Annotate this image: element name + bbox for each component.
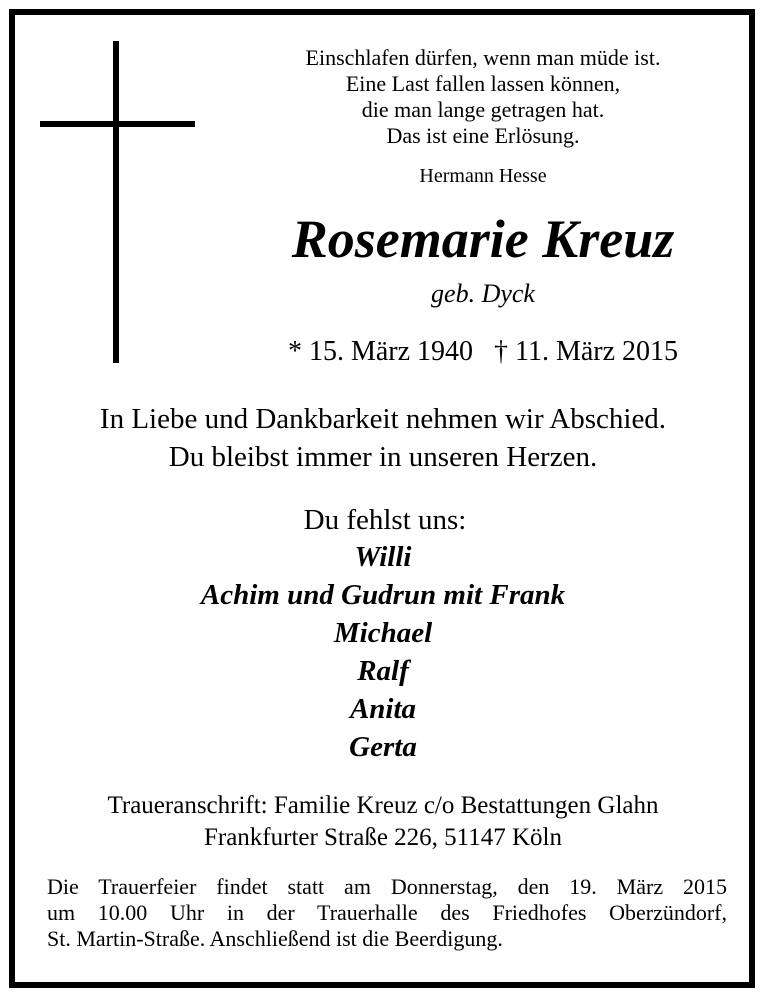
address-line: Frankfurter Straße 226, 51147 Köln — [203, 824, 563, 851]
life-dates: * 15. März 1940 † 11. März 2015 — [287, 336, 679, 367]
mourning-address — [0, 790, 766, 854]
address-line: Traueranschrift: Familie Kreuz c/o Bestattungen Glahn — [107, 792, 659, 819]
cross-vertical-bar — [113, 41, 119, 363]
farewell-line: Du bleibst immer in unseren Herzen. — [168, 441, 598, 473]
cross-horizontal-bar — [40, 121, 195, 127]
poem-author: Hermann Hesse — [419, 165, 547, 187]
mourners-label: Du fehlst uns: — [303, 504, 467, 536]
mourner-name: Michael — [333, 617, 433, 649]
mourner-name: Ralf — [357, 655, 409, 687]
poem-line: Eine Last fallen lassen können, — [345, 71, 621, 96]
mourners-list — [0, 538, 766, 766]
poem-line: die man lange getragen hat. — [361, 97, 605, 122]
funeral-service-info — [47, 874, 727, 952]
ceremony-line: um 10.00 Uhr in der Trauerhalle des Friedhofes Oberzündorf, — [47, 900, 727, 925]
mourner-name: Achim und Gudrun mit Frank — [200, 579, 566, 611]
mourner-name: Gerta — [349, 731, 417, 763]
deceased-name: Rosemarie Kreuz — [291, 209, 675, 269]
ceremony-line: St. Martin-Straße. Anschließend ist die Beerdigung. — [47, 926, 503, 951]
ceremony-line: Die Trauerfeier findet statt am Donnerstag, den 19. März 2015 — [47, 874, 727, 899]
farewell-line: In Liebe und Dankbarkeit nehmen wir Abschied. — [99, 403, 667, 435]
mourner-name: Anita — [349, 693, 417, 725]
poem-line: Einschlafen dürfen, wenn man müde ist. — [305, 45, 661, 70]
farewell-text — [0, 400, 766, 476]
birth-name: geb. Dyck — [431, 279, 535, 308]
poem-line: Das ist eine Erlösung. — [386, 123, 580, 148]
mourner-name: Willi — [354, 541, 412, 573]
poem-quote — [238, 45, 728, 149]
